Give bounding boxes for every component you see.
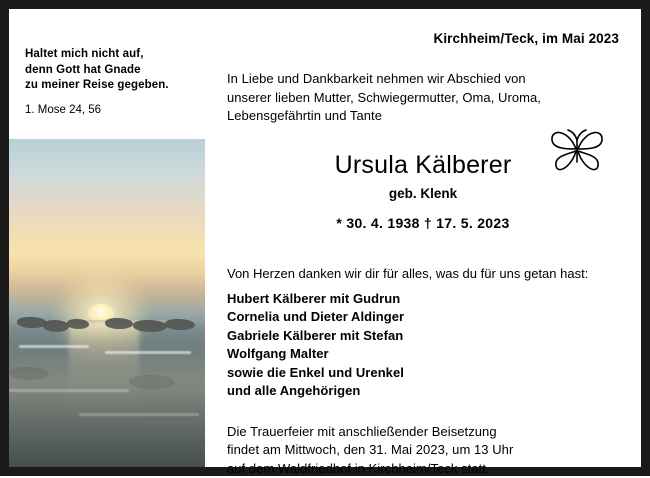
mourner-item: sowie die Enkel und Urenkel	[227, 364, 619, 383]
funeral-info	[227, 423, 619, 478]
mourners-list	[227, 290, 619, 401]
funeral-line-1: Die Trauerfeier mit anschließender Beisetzung	[227, 423, 619, 442]
funeral-line-3: auf dem Waldfriedhof in Kirchheim/Teck statt.	[227, 460, 619, 478]
funeral-line-2: findet am Mittwoch, den 31. Mai 2023, um 13 Uhr	[227, 441, 619, 460]
beach-sunset-photo	[9, 139, 205, 468]
verse-line-2: denn Gott hat Gnade	[25, 63, 193, 79]
maiden-name: geb. Klenk	[227, 186, 619, 201]
verse-source: 1. Mose 24, 56	[25, 103, 193, 117]
wave	[105, 351, 191, 354]
thanks-text: Von Herzen danken wir dir für alles, was du für uns getan hast:	[227, 265, 619, 283]
place-date: Kirchheim/Teck, im Mai 2023	[227, 31, 619, 46]
left-column	[9, 9, 205, 467]
mourner-item: Wolfgang Malter	[227, 345, 619, 364]
right-column	[205, 9, 641, 467]
life-dates: * 30. 4. 1938 † 17. 5. 2023	[227, 215, 619, 231]
card-inner	[9, 9, 641, 467]
intro-line-1: In Liebe und Dankbarkeit nehmen wir Abschied von	[227, 70, 619, 89]
mourner-item: Cornelia und Dieter Aldinger	[227, 308, 619, 327]
intro-line-2: unserer lieben Mutter, Schwiegermutter, Oma, Uroma,	[227, 89, 619, 108]
verse-block	[9, 9, 205, 127]
mourner-item: und alle Angehörigen	[227, 382, 619, 401]
wave	[79, 413, 199, 416]
intro-line-3: Lebensgefährtin und Tante	[227, 107, 619, 126]
mourner-item: Gabriele Kälberer mit Stefan	[227, 327, 619, 346]
verse-line-3: zu meiner Reise gegeben.	[25, 78, 193, 94]
wave	[9, 389, 129, 392]
beach-foreground	[9, 317, 205, 467]
butterfly-icon	[545, 118, 609, 182]
mourner-item: Hubert Kälberer mit Gudrun	[227, 290, 619, 309]
wave	[19, 345, 89, 348]
deceased-name: Ursula Kälberer	[227, 150, 619, 180]
verse-line-1: Haltet mich nicht auf,	[25, 47, 193, 63]
name-block	[227, 150, 619, 231]
